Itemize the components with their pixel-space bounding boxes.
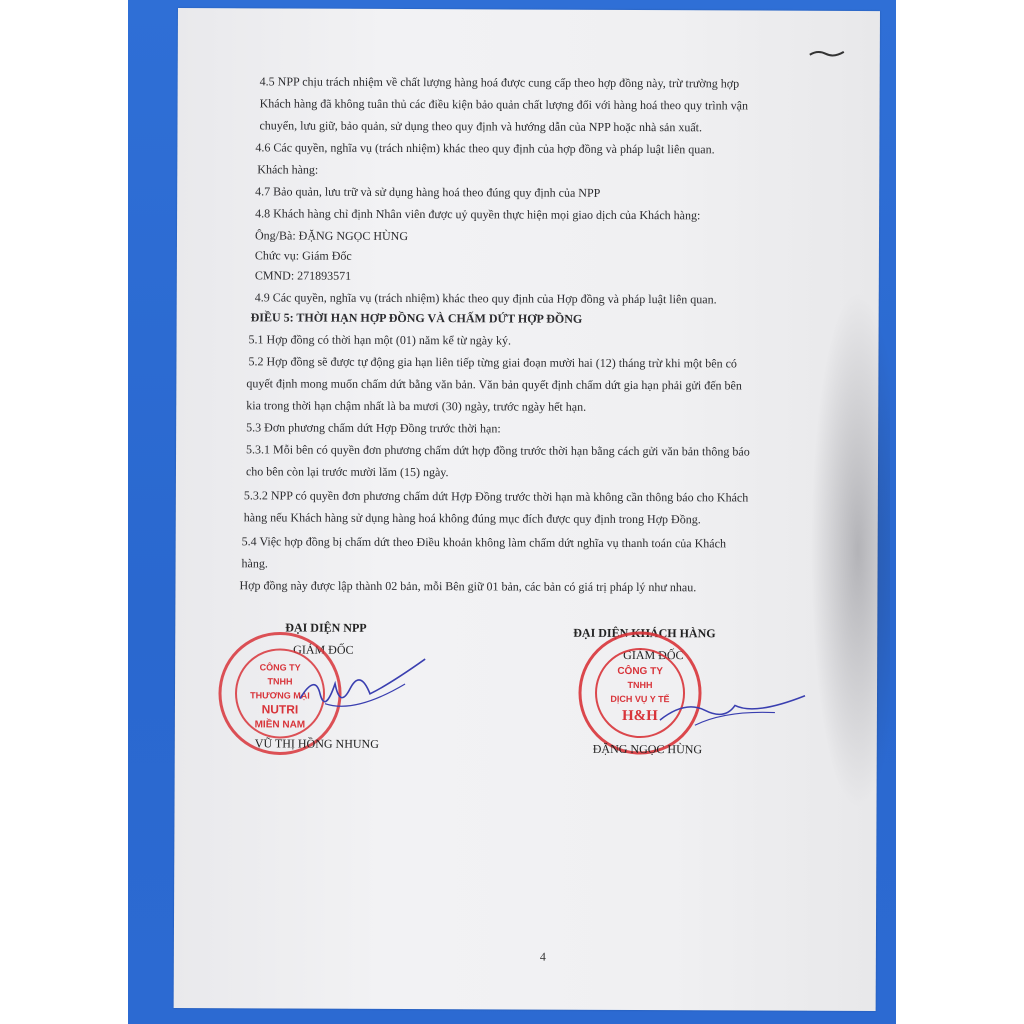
document-line: 5.2 Hợp đồng sẽ được tự động gia hạn liên tiếp từng giai đoạn mười hai (12) tháng trừ khi một bên có	[248, 354, 737, 371]
left-sign-name: VŨ THỊ HỒNG NHUNG	[254, 736, 379, 751]
document-line: CMND: 271893571	[254, 268, 352, 283]
document-line: quyết định mong muốn chấm dứt bằng văn bản. Văn bản quyết định chấm dứt gia hạn phải gửi đến bên	[246, 376, 742, 393]
document-line: 5.3.1 Mỗi bên có quyền đơn phương chấm dứt hợp đồng trước thời hạn bằng cách gửi văn bản thông báo	[246, 442, 750, 459]
left-stamp-line-1: CÔNG TY	[259, 662, 301, 673]
right-sign-name: ĐẶNG NGỌC HÙNG	[592, 741, 703, 757]
right-sign-role: GIÁM ĐỐC	[623, 647, 684, 663]
left-sign-title: ĐẠI DIỆN NPP	[285, 620, 367, 635]
right-stamp-line-3: DỊCH VỤ Y TẾ	[610, 693, 670, 705]
left-stamp-line-2: TNHH	[267, 676, 293, 687]
left-signature	[295, 654, 435, 725]
document-line: 4.5 NPP chịu trách nhiệm về chất lượng hàng hoá được cung cấp theo hợp đồng này, trừ trường hợp	[259, 74, 740, 91]
document-line: 4.7 Bảo quản, lưu trữ và sử dụng hàng hoá theo đúng quy định của NPP	[255, 184, 601, 200]
right-sign-title: ĐẠI DIỆN KHÁCH HÀNG	[573, 625, 716, 641]
document-line: 4.6 Các quyền, nghĩa vụ (trách nhiệm) khác theo quy định của hợp đồng và pháp luật liên quan.	[255, 140, 715, 157]
left-sign-role: GIÁM ĐỐC	[293, 642, 354, 657]
right-signature	[655, 670, 815, 741]
document-line: 5.3.2 NPP có quyền đơn phương chấm dứt Hợp Đồng trước thời hạn mà không cần thông báo cho Khách	[243, 488, 749, 505]
document-line: hàng nếu Khách hàng sử dụng hàng hoá không đúng mục đích được quy định trong Hợp Đồng.	[243, 510, 701, 527]
document-line: 4.8 Khách hàng chỉ định Nhân viên được uỷ quyền thực hiện mọi giao dịch của Khách hàng:	[255, 206, 701, 223]
document-line: cho bên còn lại trước mười lăm (15) ngày.	[245, 464, 449, 480]
page-number: 4	[539, 949, 546, 964]
document-page	[174, 8, 880, 1011]
document-line: 5.4 Việc hợp đồng bị chấm dứt theo Điều khoản không làm chấm dứt nghĩa vụ thanh toán của Khách	[241, 534, 727, 551]
document-line: Hợp đồng này được lập thành 02 bản, mỗi Bên giữ 01 bản, các bản có giá trị pháp lý như nhau.	[239, 578, 697, 595]
pen-mark	[808, 45, 848, 63]
document-line: chuyển, lưu giữ, bảo quản, sử dụng theo quy định và hướng dẫn của NPP hoặc nhà sản xuất.	[259, 118, 703, 135]
document-line: 5.1 Hợp đồng có thời hạn một (01) năm kể từ ngày ký.	[248, 332, 512, 348]
section-heading: ĐIỀU 5: THỜI HẠN HỢP ĐỒNG VÀ CHẤM DỨT HỢP ĐỒNG	[250, 310, 583, 326]
document-line: Khách hàng đã không tuân thủ các điều kiện bảo quản chất lượng đối với hàng hoá theo quy trình vận	[259, 96, 749, 113]
document-line: kia trong thời hạn chậm nhất là ba mươi (30) ngày, trước ngày hết hạn.	[246, 398, 587, 414]
document-line: Khách hàng:	[257, 162, 319, 177]
right-stamp-line-2: TNHH	[627, 679, 653, 691]
document-line: 5.3 Đơn phương chấm dứt Hợp Đồng trước thời hạn:	[246, 420, 501, 436]
left-stamp-line-5: MIỀN NAM	[254, 719, 306, 731]
document-line: 4.9 Các quyền, nghĩa vụ (trách nhiệm) khác theo quy định của Hợp đồng và pháp luật liên quan.	[254, 290, 717, 307]
document-line: hàng.	[241, 556, 268, 571]
document-line: Ông/Bà: ĐẶNG NGỌC HÙNG	[254, 228, 409, 244]
right-stamp-line-1: CÔNG TY	[617, 665, 663, 678]
left-stamp-line-4: NUTRI	[261, 702, 299, 717]
right-stamp-line-4: H&H	[621, 707, 658, 725]
document-line: Chức vụ: Giám Đốc	[254, 248, 352, 263]
left-stamp-line-3: THƯƠNG MẠI	[250, 690, 310, 701]
shadow	[810, 290, 890, 810]
